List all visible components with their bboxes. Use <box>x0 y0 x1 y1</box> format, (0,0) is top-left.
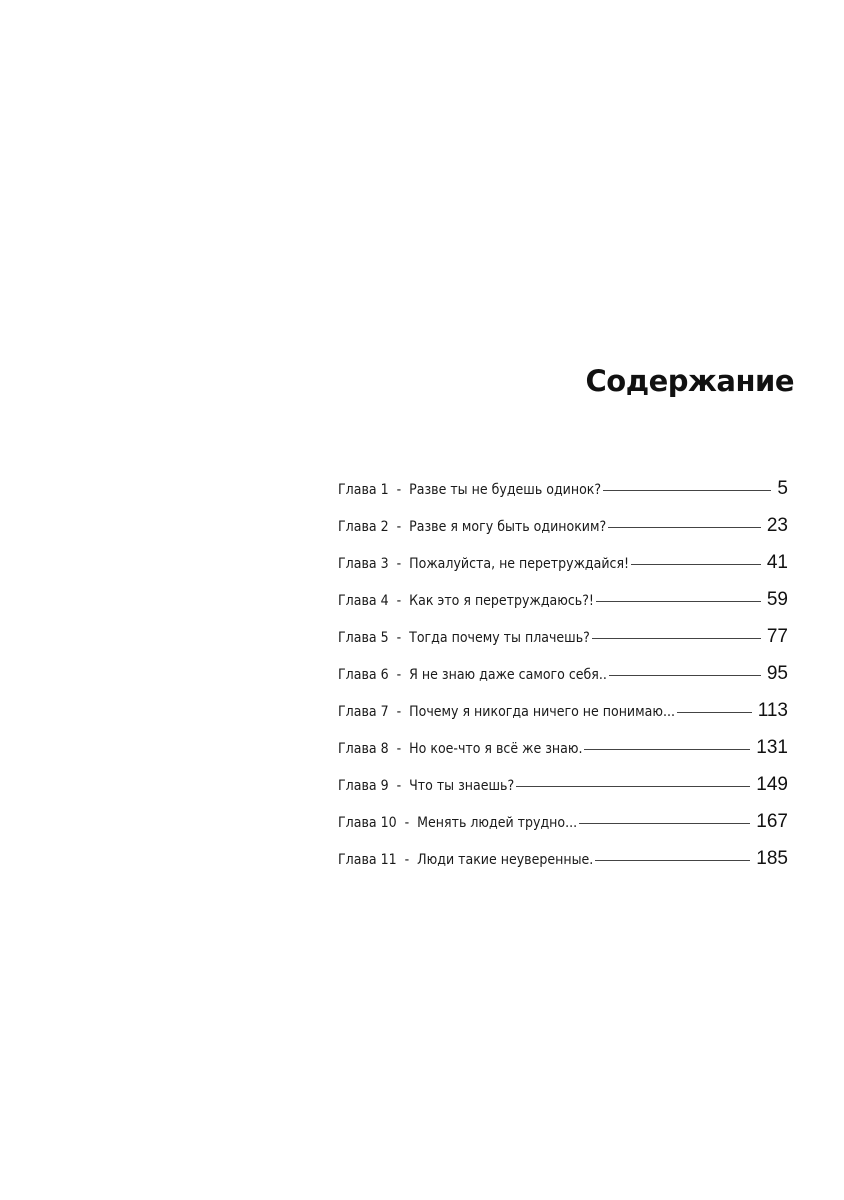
toc-chapter-title: Разве я могу быть одиноким? <box>409 519 607 535</box>
toc-chapter-title: Тогда почему ты плачешь? <box>409 630 590 646</box>
toc-entry <box>338 834 788 871</box>
toc-separator: - <box>396 704 402 720</box>
toc-page-number: 41 <box>766 552 788 573</box>
toc-entry-label <box>338 815 577 834</box>
toc-page-number: 59 <box>766 589 788 610</box>
toc-chapter-number: Глава 6 <box>338 667 389 683</box>
toc-separator: - <box>396 630 402 646</box>
toc-list <box>338 464 788 871</box>
toc-separator: - <box>396 741 402 757</box>
toc-separator: - <box>396 556 402 572</box>
toc-chapter-number: Глава 11 <box>338 852 397 868</box>
toc-leader-line <box>677 712 752 713</box>
toc-entry <box>338 760 788 797</box>
toc-separator: - <box>396 667 402 683</box>
toc-chapter-number: Глава 4 <box>338 593 389 609</box>
toc-entry <box>338 686 788 723</box>
toc-entry <box>338 464 788 501</box>
toc-chapter-number: Глава 5 <box>338 630 389 646</box>
toc-separator: - <box>396 519 402 535</box>
toc-chapter-number: Глава 2 <box>338 519 389 535</box>
toc-page-number: 23 <box>766 515 788 536</box>
toc-entry <box>338 723 788 760</box>
toc-chapter-number: Глава 8 <box>338 741 389 757</box>
toc-leader-line <box>631 564 761 565</box>
toc-leader-line <box>595 860 750 861</box>
toc-chapter-title: Я не знаю даже самого себя.. <box>409 667 607 683</box>
toc-chapter-title: Но кое-что я всё же знаю. <box>409 741 583 757</box>
toc-page-number: 149 <box>756 774 788 795</box>
toc-entry <box>338 612 788 649</box>
toc-entry-label <box>338 630 590 649</box>
toc-page-number: 95 <box>766 663 788 684</box>
toc-separator: - <box>396 593 402 609</box>
toc-leader-line <box>516 786 750 787</box>
toc-entry-label <box>338 667 607 686</box>
toc-leader-line <box>609 675 761 676</box>
toc-leader-line <box>603 490 771 491</box>
toc-chapter-title: Как это я перетруждаюсь?! <box>409 593 594 609</box>
toc-chapter-number: Глава 7 <box>338 704 389 720</box>
toc-page-number: 113 <box>757 700 788 721</box>
toc-page-number: 77 <box>766 626 788 647</box>
toc-leader-line <box>608 527 761 528</box>
toc-chapter-title: Что ты знаешь? <box>409 778 515 794</box>
toc-chapter-title: Люди такие неуверенные. <box>417 852 594 868</box>
toc-page-number: 185 <box>756 848 788 869</box>
toc-entry-label <box>338 519 606 538</box>
toc-separator: - <box>404 852 410 868</box>
toc-leader-line <box>584 749 750 750</box>
toc-leader-line <box>592 638 761 639</box>
toc-chapter-title: Пожалуйста, не перетруждайся! <box>409 556 630 572</box>
toc-entry <box>338 649 788 686</box>
toc-page-number: 5 <box>777 478 788 499</box>
toc-entry <box>338 501 788 538</box>
toc-chapter-title: Менять людей трудно... <box>417 815 578 831</box>
toc-chapter-title: Разве ты не будешь одинок? <box>409 482 602 498</box>
toc-entry-label <box>338 704 675 723</box>
toc-entry-label <box>338 852 593 871</box>
toc-entry <box>338 797 788 834</box>
toc-separator: - <box>396 482 402 498</box>
toc-chapter-title: Почему я никогда ничего не понимаю... <box>409 704 675 720</box>
toc-entry <box>338 575 788 612</box>
toc-entry <box>338 538 788 575</box>
toc-entry-label <box>338 556 629 575</box>
toc-title: Содержание <box>585 364 794 398</box>
toc-entry-label <box>338 778 514 797</box>
toc-chapter-number: Глава 3 <box>338 556 389 572</box>
toc-chapter-number: Глава 1 <box>338 482 389 498</box>
toc-page-number: 131 <box>756 737 788 758</box>
toc-separator: - <box>404 815 410 831</box>
toc-chapter-number: Глава 10 <box>338 815 397 831</box>
toc-entry-label <box>338 741 582 760</box>
toc-entry-label <box>338 593 594 612</box>
toc-chapter-number: Глава 9 <box>338 778 389 794</box>
toc-leader-line <box>596 601 761 602</box>
toc-leader-line <box>579 823 750 824</box>
toc-page-number: 167 <box>756 811 788 832</box>
toc-entry-label <box>338 482 601 501</box>
toc-separator: - <box>396 778 402 794</box>
